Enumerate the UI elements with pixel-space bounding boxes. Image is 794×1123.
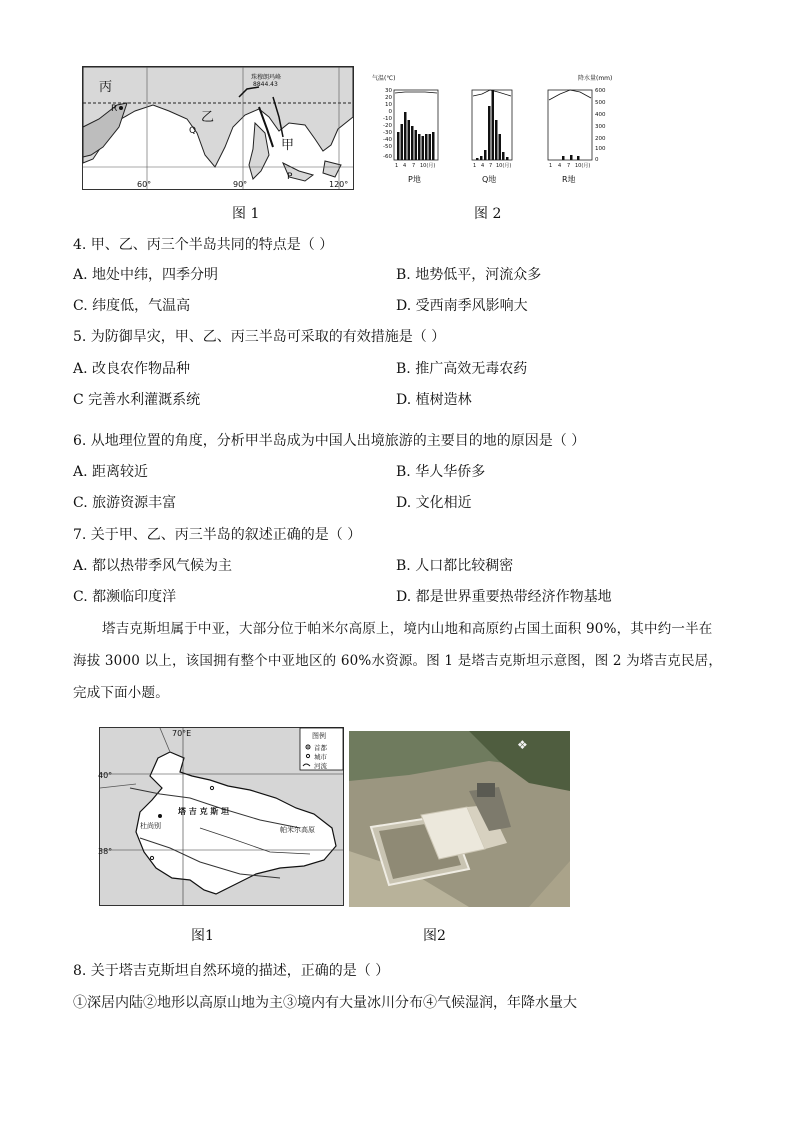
question-6-option-b[interactable]: B. 华人华侨多 <box>396 464 486 480</box>
tajik-house-photo <box>349 731 570 907</box>
bottom-figure2-caption: 图2 <box>423 928 446 944</box>
legend-river: 河流 <box>314 762 327 770</box>
passage-line-3: 完成下面小题。 <box>73 685 169 701</box>
p-tick: -60 <box>383 154 392 160</box>
map-label-lon120: 120° <box>329 180 349 189</box>
r-tick: 300 <box>595 124 606 130</box>
tj-label-lon70: 70°E <box>172 729 192 738</box>
south-asia-map <box>82 66 354 190</box>
tj-label-lat38: 38° <box>98 847 113 856</box>
r-tick: 500 <box>595 100 606 106</box>
map-label-peak: 珠穆朗玛峰 <box>251 74 282 81</box>
p-chart-axis-title: 气温(℃) <box>372 75 396 82</box>
climate-charts-drawing <box>370 70 620 192</box>
map-label-q: Q <box>189 126 197 136</box>
p-month: 10(月) <box>420 163 436 169</box>
tj-label-capital: 杜尚别 <box>140 822 161 830</box>
question-8-stem: 8. 关于塔吉克斯坦自然环境的描述，正确的是（ ） <box>73 963 390 979</box>
r-month: 4 <box>558 163 562 169</box>
question-4-option-c[interactable]: C. 纬度低，气温高 <box>73 298 191 314</box>
q-month: 1 <box>473 163 477 169</box>
question-5-stem: 5. 为防御旱灾，甲、乙、丙三半岛可采取的有效措施是（ ） <box>73 329 446 345</box>
p-chart-label: P地 <box>408 175 421 184</box>
p-month: 7 <box>412 163 416 169</box>
q-month: 4 <box>481 163 485 169</box>
tajik-house-photo-drawing <box>349 731 570 907</box>
question-7-stem: 7. 关于甲、乙、丙三半岛的叙述正确的是（ ） <box>73 527 362 543</box>
south-asia-map-drawing <box>83 67 353 189</box>
r-chart-label: R地 <box>562 175 576 184</box>
p-tick: -40 <box>383 137 392 143</box>
question-5-option-a[interactable]: A. 改良农作物品种 <box>73 361 191 377</box>
tajikistan-map <box>99 727 344 906</box>
r-tick: 400 <box>595 112 606 118</box>
map-label-r: R <box>111 104 118 114</box>
p-precip-bars <box>397 112 435 160</box>
map-label-bing: 丙 <box>99 80 113 95</box>
question-4-option-d[interactable]: D. 受西南季风影响大 <box>396 298 528 314</box>
r-precip-bars <box>562 155 580 160</box>
question-6-option-d[interactable]: D. 文化相近 <box>396 495 472 511</box>
question-5-option-d[interactable]: D. 植树造林 <box>396 392 472 408</box>
r-tick: 0 <box>595 157 599 163</box>
question-7-option-a[interactable]: A. 都以热带季风气候为主 <box>73 558 233 574</box>
legend-city: 城市 <box>314 753 327 761</box>
p-tick: 10 <box>385 102 392 108</box>
climate-charts <box>370 70 620 192</box>
legend-title: 图例 <box>312 732 326 740</box>
legend-capital: 首都 <box>314 744 327 752</box>
top-figure2-caption: 图 2 <box>474 206 502 222</box>
question-4-option-a[interactable]: A. 地处中纬，四季分明 <box>73 267 219 283</box>
r-chart-axis-title: 降水量(mm) <box>578 75 613 82</box>
question-7-option-d[interactable]: D. 都是世界重要热带经济作物基地 <box>396 589 612 605</box>
question-4-stem: 4. 甲、乙、丙三个半岛共同的特点是（ ） <box>73 237 334 253</box>
question-7-option-b[interactable]: B. 人口都比较稠密 <box>396 558 514 574</box>
passage-line-2: 海拔 3000 以上，该国拥有整个中亚地区的 60%水资源。图 1 是塔吉克斯坦示意图，图 2 为塔吉克民居， <box>73 653 723 669</box>
question-6-stem: 6. 从地理位置的角度，分析甲半岛成为中国人出境旅游的主要目的地的原因是（ ） <box>73 433 586 449</box>
r-month: 10(月) <box>575 163 591 169</box>
p-tick: 0 <box>388 109 392 115</box>
r-month: 7 <box>567 163 571 169</box>
p-month: 1 <box>395 163 399 169</box>
question-5-option-b[interactable]: B. 推广高效无毒农药 <box>396 361 528 377</box>
question-6-option-c[interactable]: C. 旅游资源丰富 <box>73 495 177 511</box>
map-label-peak-height: 8844.43 <box>253 81 278 88</box>
q-month: 10(月) <box>496 163 512 169</box>
question-5-option-c[interactable]: C 完善水利灌溉系统 <box>73 392 201 408</box>
tj-label-country: 塔 吉 克 斯 坦 <box>178 807 230 816</box>
p-month: 4 <box>403 163 407 169</box>
question-4-option-b[interactable]: B. 地势低平，河流众多 <box>396 267 542 283</box>
p-tick: 20 <box>385 95 392 101</box>
r-tick: 200 <box>595 136 606 142</box>
q-precip-bars <box>476 90 509 160</box>
r-month: 1 <box>549 163 553 169</box>
p-tick: -20 <box>383 123 392 129</box>
map-label-lon60: 60° <box>137 180 152 189</box>
p-tick: -50 <box>383 144 392 150</box>
question-6-option-a[interactable]: A. 距离较近 <box>73 464 149 480</box>
q-month: 7 <box>489 163 493 169</box>
tj-label-plateau: 帕米尔高原 <box>280 826 315 834</box>
passage-line-1: 塔吉克斯坦属于中亚，大部分位于帕米尔高原上，境内山地和高原约占国土面积 90%，其中约一半在 <box>102 621 713 637</box>
map-label-yi: 乙 <box>201 110 215 125</box>
p-tick: -10 <box>383 116 392 122</box>
p-tick: -30 <box>383 130 392 136</box>
question-8-statements: ①深居内陆②地形以高原山地为主③境内有大量冰川分布④气候湿润，年降水量大 <box>73 995 577 1011</box>
r-tick: 600 <box>595 88 606 94</box>
p-tick: 30 <box>385 88 392 94</box>
map-label-lon90: 90° <box>233 180 248 189</box>
question-7-option-c[interactable]: C. 都濒临印度洋 <box>73 589 177 605</box>
q-chart-label: Q地 <box>482 175 497 184</box>
map-label-p: P <box>287 172 293 182</box>
r-tick: 100 <box>595 146 606 152</box>
tajikistan-map-drawing <box>100 728 343 905</box>
top-figure1-caption: 图 1 <box>232 206 260 222</box>
bottom-figure1-caption: 图1 <box>191 928 214 944</box>
map-label-jia: 甲 <box>281 138 295 153</box>
tj-label-lat40: 40° <box>98 771 113 780</box>
photo-watermark-icon: ❖ <box>517 738 528 752</box>
